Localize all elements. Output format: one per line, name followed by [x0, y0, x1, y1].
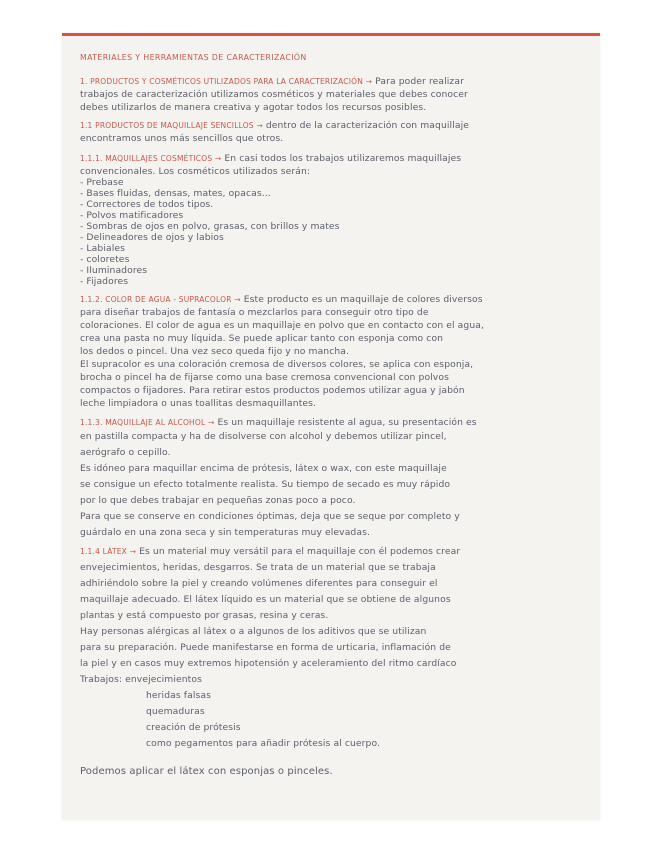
text-line: 1. PRODUCTOS Y COSMÉTICOS UTILIZADOS PARA LA CARACTERIZACIÓN → Para poder realizar — [80, 76, 464, 87]
text-line: maquillaje adecuado. El látex líquido es un material que se obtiene de algunos — [80, 594, 451, 605]
text-line: compactos o fijadores. Para retirar estos productos podemos utilizar agua y jabón — [80, 385, 465, 396]
text-line: Hay personas alérgicas al látex o a algunos de los aditivos que se utilizan — [80, 626, 427, 637]
list-item: quemaduras — [146, 706, 205, 717]
section-heading: 1.1.2. COLOR DE AGUA - SUPRACOLOR → — [80, 295, 241, 304]
text-line: 1.1.2. COLOR DE AGUA - SUPRACOLOR → Este producto es un maquillaje de colores diversos — [80, 294, 483, 305]
list-item: creación de prótesis — [146, 722, 241, 733]
text-line: aerógrafo o cepillo. — [80, 447, 171, 458]
text-line: crea una pasta no muy líquida. Se puede aplicar tanto con esponja como con — [80, 333, 444, 344]
text-line: los dedos o pincel. Una vez seco queda fijo y no mancha. — [80, 346, 350, 357]
text-line: 1.1.3. MAQUILLAJE AL ALCOHOL → Es un maquillaje resistente al agua, su presentación es — [80, 417, 477, 428]
list-item: - Delineadores de ojos y labios — [80, 232, 224, 243]
text-line: Para que se conserve en condiciones óptimas, deja que se seque por completo y — [80, 511, 460, 522]
notebook-page — [62, 33, 600, 820]
list-item: - coloretes — [80, 254, 130, 265]
text-line: en pastilla compacta y ha de disolverse con alcohol y debemos utilizar pincel, — [80, 431, 447, 442]
section-heading: 1.1.4 LÁTEX → — [80, 547, 137, 556]
list-item: - Fijadores — [80, 276, 129, 287]
text-line: Trabajos: envejecimientos — [80, 674, 202, 685]
list-item: - Prebase — [80, 177, 124, 188]
list-item: - Correctores de todos tipos. — [80, 199, 214, 210]
text-line: encontramos unos más sencillos que otros. — [80, 133, 284, 144]
list-item: - Sombras de ojos en polvo, grasas, con brillos y mates — [80, 221, 340, 232]
text-line: 1.1 PRODUCTOS DE MAQUILLAJE SENCILLOS → dentro de la caracterización con maquillaje — [80, 120, 469, 131]
list-item: - Polvos matificadores — [80, 210, 184, 221]
text-line: leche limpiadora o unas toallitas desmaquillantes. — [80, 398, 317, 409]
text-line: brocha o pincel ha de fijarse como una base cremosa convencional con polvos — [80, 372, 449, 383]
section-heading: 1.1.1. MAQUILLAJES COSMÉTICOS → — [80, 154, 222, 163]
section-heading: 1.1.3. MAQUILLAJE AL ALCOHOL → — [80, 418, 215, 427]
list-item: - Iluminadores — [80, 265, 148, 276]
text-line: la piel y en casos muy extremos hipotensión y aceleramiento del ritmo cardíaco — [80, 658, 457, 669]
text-line: coloraciones. El color de agua es un maquillaje en polvo que en contacto con el agua, — [80, 320, 485, 331]
text-line: para su preparación. Puede manifestarse en forma de urticaria, inflamación de — [80, 642, 451, 653]
list-item: - Bases fluidas, densas, mates, opacas... — [80, 188, 271, 199]
text-line: debes utilizarlos de manera creativa y agotar todos los recursos posibles. — [80, 102, 427, 113]
list-item: como pegamentos para añadir prótesis al cuerpo. — [146, 738, 381, 749]
text-line: adhiriéndolo sobre la piel y creando volúmenes diferentes para conseguir el — [80, 578, 438, 589]
text-line: para diseñar trabajos de fantasía o mezclarlos para conseguir otro tipo de — [80, 307, 429, 318]
text-line: 1.1.1. MAQUILLAJES COSMÉTICOS → En casi todos los trabajos utilizaremos maquillajes — [80, 153, 462, 164]
list-item: heridas falsas — [146, 690, 211, 701]
text-line: envejecimientos, heridas, desgarros. Se trata de un material que se trabaja — [80, 562, 436, 573]
text-line: Es idóneo para maquillar encima de prótesis, látex o wax, con este maquillaje — [80, 463, 447, 474]
section-heading: 1.1 PRODUCTOS DE MAQUILLAJE SENCILLOS → — [80, 121, 263, 130]
text-line: convencionales. Los cosméticos utilizados serán: — [80, 166, 311, 177]
list-item: - Labiales — [80, 243, 125, 254]
text-line: trabajos de caracterización utilizamos cosméticos y materiales que debes conocer — [80, 89, 468, 100]
page-title: MATERIALES Y HERRAMIENTAS DE CARACTERIZACIÓN — [80, 53, 307, 62]
text-line: plantas y está compuesto por grasas, resina y ceras. — [80, 610, 329, 621]
section-heading: 1. PRODUCTOS Y COSMÉTICOS UTILIZADOS PARA LA CARACTERIZACIÓN → — [80, 77, 373, 86]
text-line: se consigue un efecto totalmente realista. Su tiempo de secado es muy rápido — [80, 479, 451, 490]
text-line: guárdalo en una zona seca y sin temperaturas muy elevadas. — [80, 527, 371, 538]
text-line: El supracolor es una coloración cremosa de diversos colores, se aplica con esponja, — [80, 359, 474, 370]
text-line: Podemos aplicar el látex con esponjas o pinceles. — [80, 766, 333, 777]
text-line: 1.1.4 LÁTEX → Es un material muy versátil para el maquillaje con él podemos crear — [80, 546, 461, 557]
text-line: por lo que debes trabajar en pequeñas zonas poco a poco. — [80, 495, 356, 506]
